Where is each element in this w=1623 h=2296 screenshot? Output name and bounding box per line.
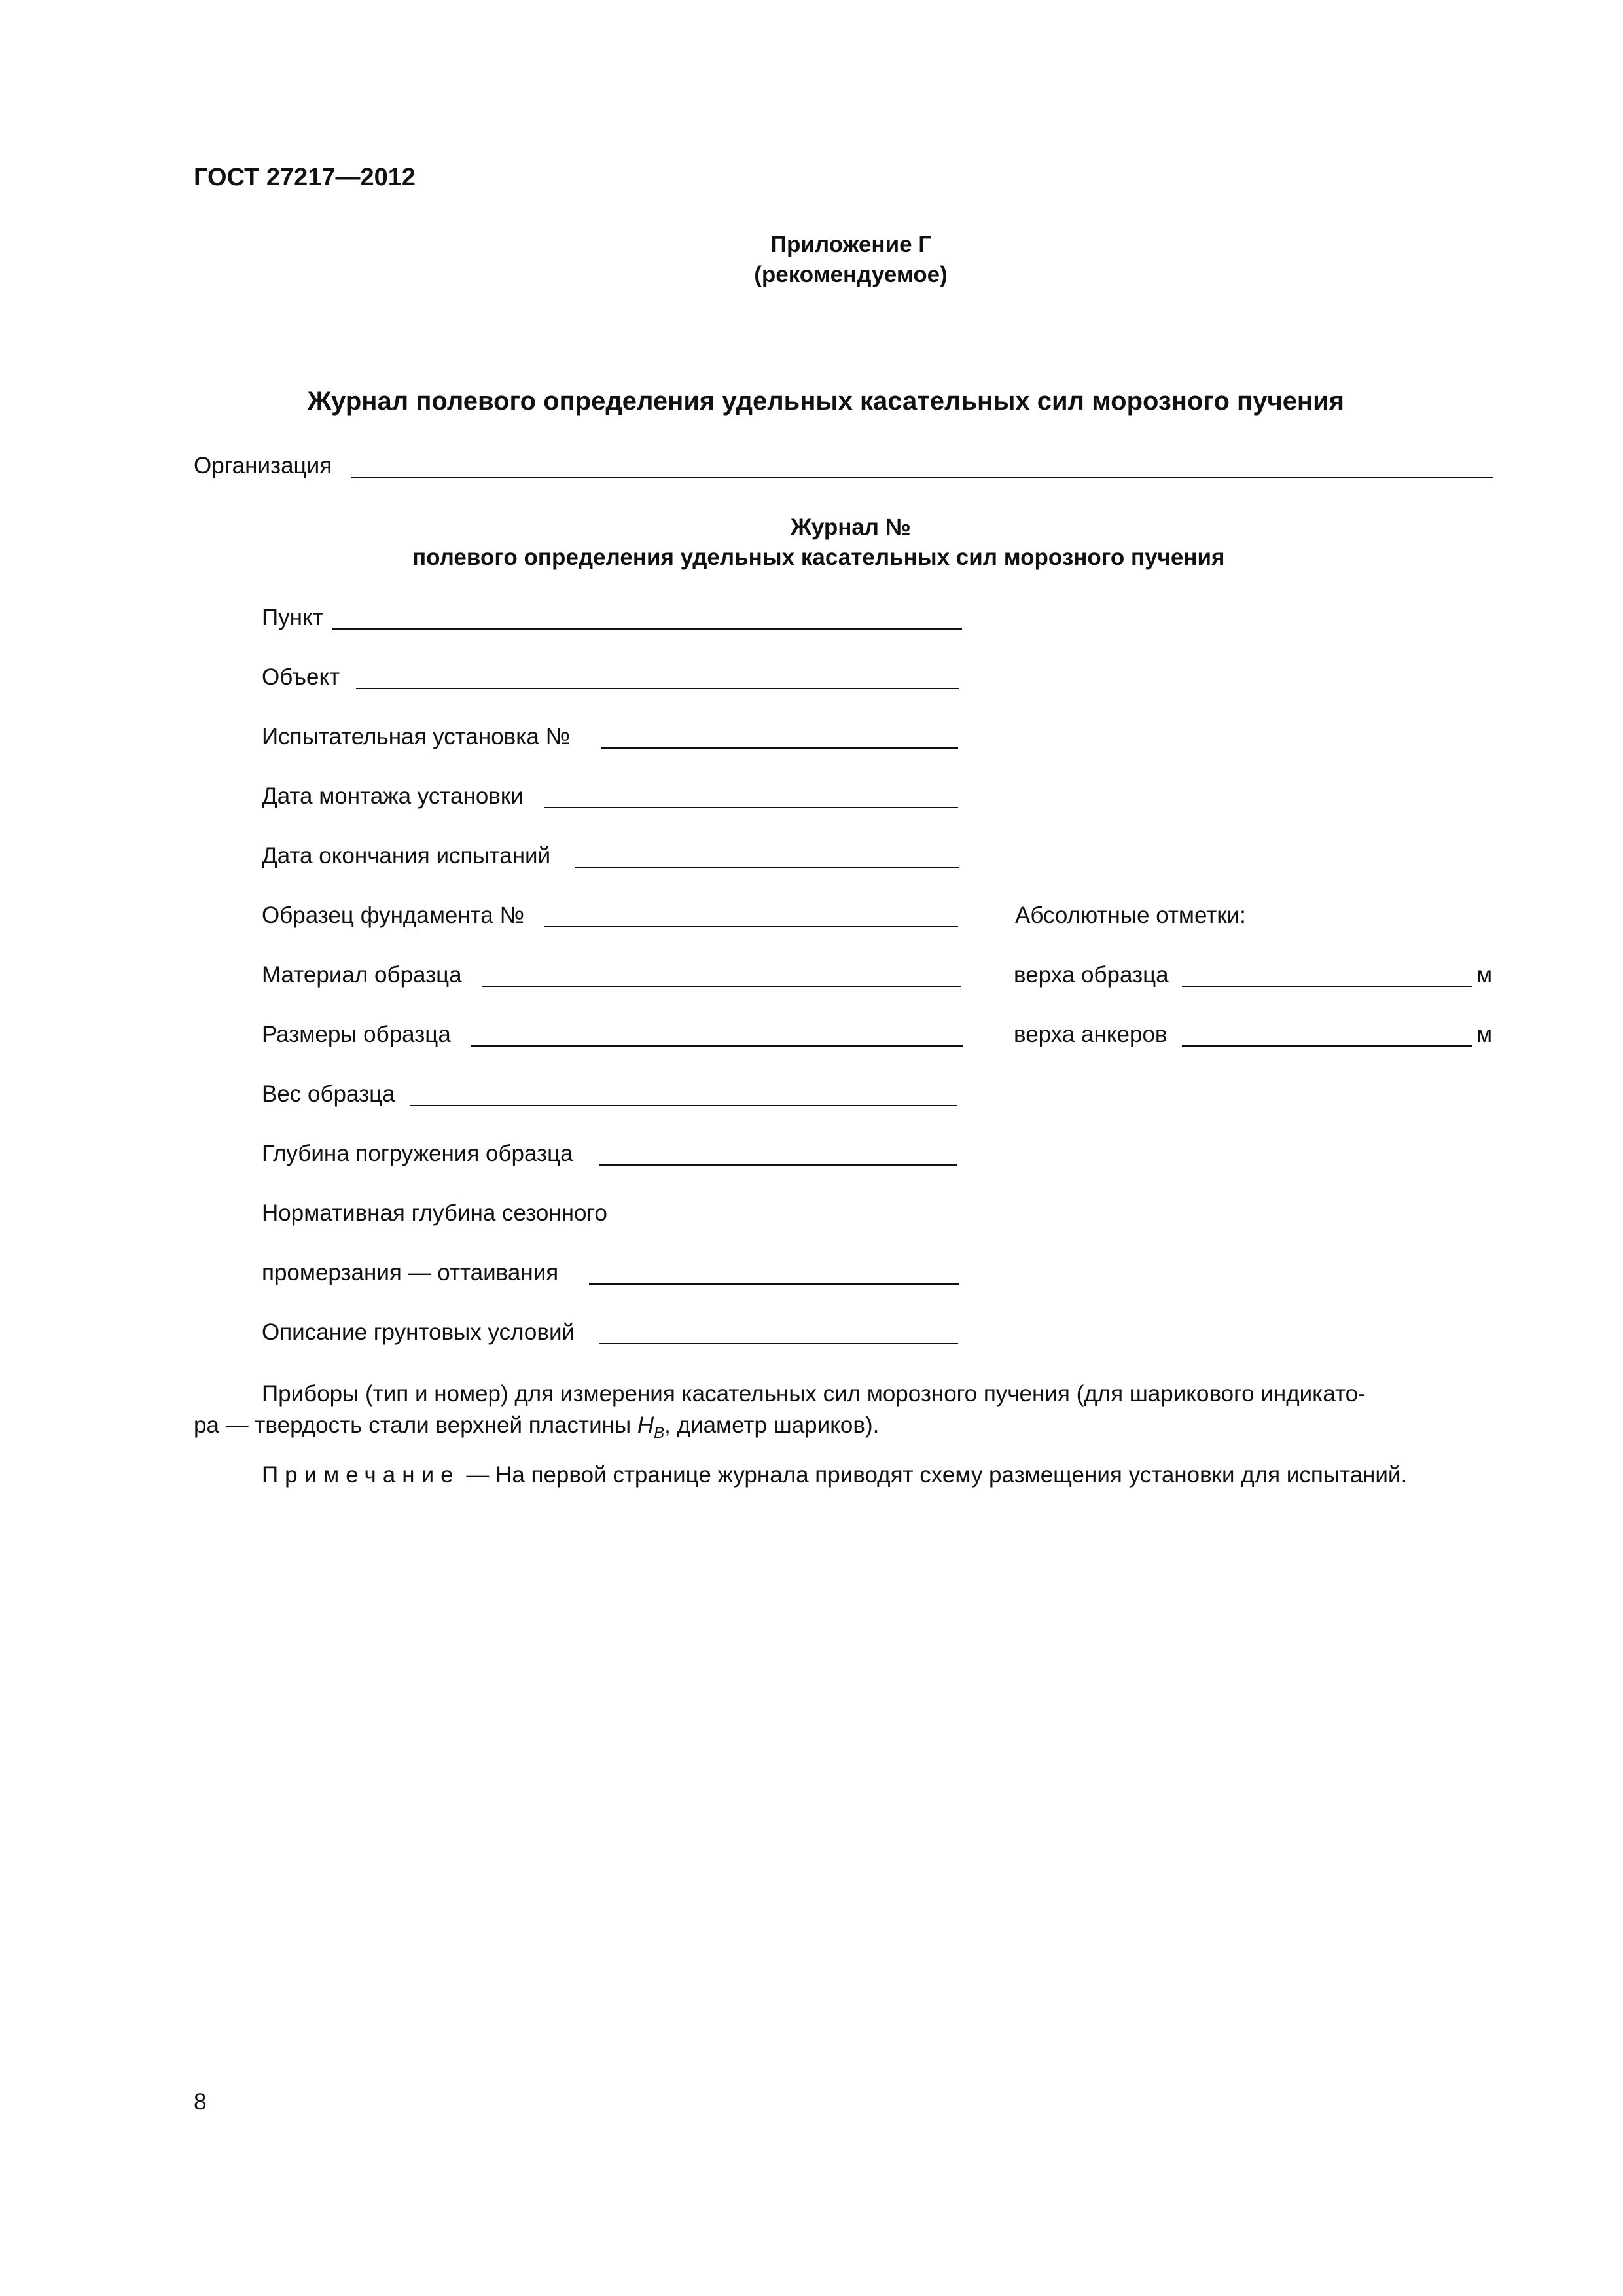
- note-label: Примечание: [262, 1462, 460, 1488]
- field-sizes-label: Размеры образца: [262, 1022, 451, 1047]
- field-soil-label: Описание грунтовых условий: [262, 1319, 575, 1345]
- field-punkt-label: Пункт: [262, 605, 323, 630]
- field-punkt-line[interactable]: [332, 628, 962, 630]
- appendix-title: Приложение Г: [770, 232, 932, 257]
- field-sizes-line[interactable]: [471, 1045, 963, 1047]
- hb-main: H: [637, 1412, 654, 1438]
- note-text: — На первой странице журнала приводят схему размещения установки для испытаний.: [459, 1462, 1408, 1488]
- top-anchors-unit: м: [1476, 1022, 1493, 1047]
- field-soil-line[interactable]: [599, 1343, 958, 1344]
- field-foundation-sample-label: Образец фундамента №: [262, 903, 525, 928]
- instruments-text-a: ра — твердость стали верхней пластины: [194, 1412, 637, 1438]
- field-installation-label: Испытательная установка №: [262, 724, 571, 749]
- field-norm-depth-label-1: Нормативная глубина сезонного: [262, 1200, 607, 1226]
- main-title: Журнал полевого определения удельных касательных сил морозного пучения: [308, 387, 1345, 416]
- absolute-marks-label: Абсолютные отметки:: [1015, 903, 1246, 928]
- top-anchors-line[interactable]: [1182, 1045, 1472, 1047]
- page-number: 8: [194, 2089, 207, 2115]
- hb-subscript: B: [654, 1424, 665, 1442]
- field-material-label: Материал образца: [262, 962, 462, 988]
- hb-symbol: [637, 1412, 665, 1442]
- top-sample-line[interactable]: [1182, 986, 1472, 987]
- field-norm-depth-label-2: промерзания — оттаивания: [262, 1260, 559, 1285]
- instruments-line-2: [194, 1410, 879, 1449]
- field-weight-line[interactable]: [410, 1105, 957, 1106]
- field-mount-date-label: Дата монтажа установки: [262, 783, 524, 809]
- top-sample-unit: м: [1476, 962, 1493, 988]
- field-weight-label: Вес образца: [262, 1081, 395, 1107]
- field-foundation-sample-line[interactable]: [544, 926, 958, 927]
- field-mount-date-line[interactable]: [544, 807, 958, 808]
- field-depth-label: Глубина погружения образца: [262, 1141, 573, 1166]
- field-end-date-label: Дата окончания испытаний: [262, 843, 551, 869]
- appendix-status: (рекомендуемое): [754, 262, 948, 287]
- field-depth-line[interactable]: [599, 1164, 957, 1166]
- journal-subheading: полевого определения удельных касательных сил морозного пучения: [412, 545, 1225, 570]
- field-norm-depth-line[interactable]: [589, 1283, 959, 1285]
- organization-label: Организация: [194, 453, 332, 478]
- organization-line[interactable]: [351, 477, 1493, 478]
- top-anchors-label: верха анкеров: [1014, 1022, 1168, 1047]
- document-code: ГОСТ 27217—2012: [194, 164, 416, 191]
- instruments-line-1: Приборы (тип и номер) для измерения касательных сил морозного пучения (для шарикового индикато-: [262, 1381, 1366, 1407]
- field-material-line[interactable]: [482, 986, 961, 987]
- field-object-line[interactable]: [356, 688, 959, 689]
- note: [262, 1460, 1407, 1491]
- top-sample-label: верха образца: [1014, 962, 1169, 988]
- instruments-text-b: , диаметр шариков).: [664, 1412, 880, 1438]
- field-end-date-line[interactable]: [575, 867, 959, 868]
- field-installation-line[interactable]: [601, 747, 958, 749]
- journal-heading: Журнал №: [791, 514, 911, 540]
- field-object-label: Объект: [262, 664, 340, 690]
